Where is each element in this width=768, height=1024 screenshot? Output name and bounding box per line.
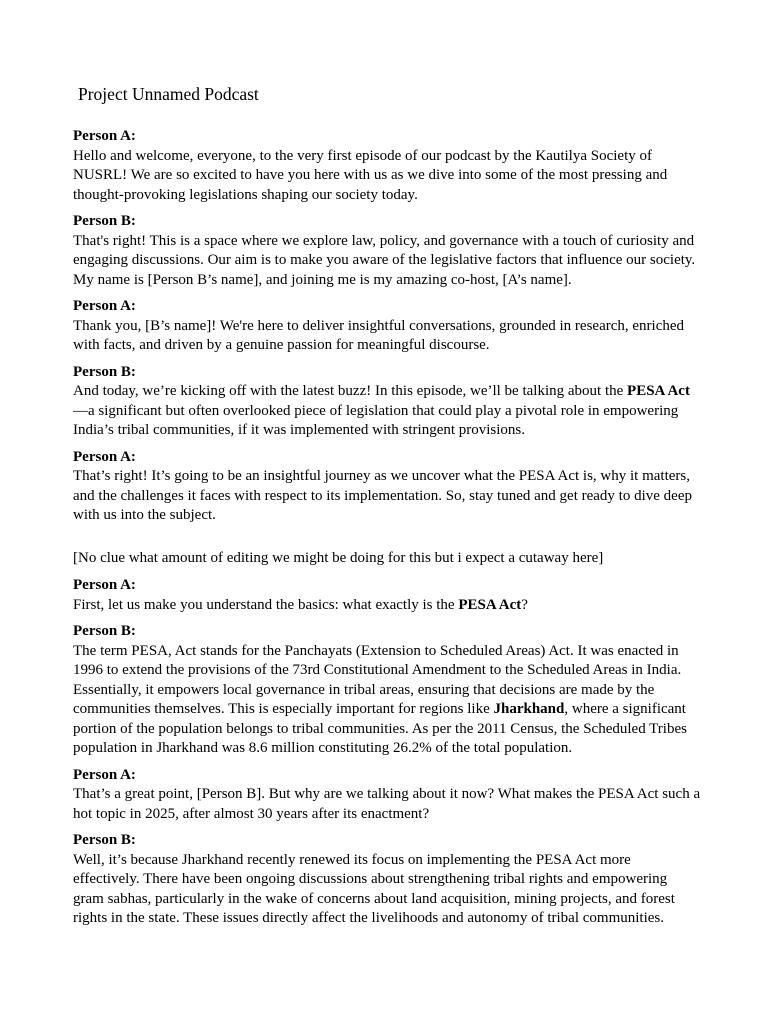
dialogue-segment: —a significant but often overlooked piece of legislation that could play a pivotal role in empowering India’s tribal communities, if it was implemented with stringent provisions. — [73, 402, 679, 438]
dialogue-block — [73, 831, 701, 929]
dialogue-text — [73, 232, 701, 291]
dialogue-segment: First, let us make you understand the basics: what exactly is the — [73, 596, 459, 613]
document-title: Project Unnamed Podcast — [78, 84, 259, 104]
emphasis-term: PESA Act — [627, 383, 690, 399]
speaker-label: Person B: — [73, 832, 136, 848]
dialogue-text — [73, 147, 701, 206]
dialogue-segment: , where a significant portion of the population belongs to tribal communities. As per the 2011 Census, the Scheduled Tribes population in Jharkhand was 8.6 million constituting 26.2% of the total population. — [73, 701, 687, 756]
dialogue-segment: Thank you, [B’s name]! We're here to deliver insightful conversations, grounded in research, enriched with facts, and driven by a genuine passion for meaningful discourse. — [73, 317, 685, 353]
transcript-body — [73, 127, 701, 936]
speaker-label: Person B: — [73, 213, 136, 229]
dialogue-segment: That's right! This is a space where we explore law, policy, and governance with a touch of curiosity and engaging discussions. Our aim is to make you aware of the legislative factors that influence our society. My name is [Person B’s name], and joining me is my amazing co-host, [A’s name]. — [73, 232, 696, 288]
speaker-label: Person A: — [73, 128, 136, 144]
dialogue-text — [73, 642, 701, 759]
dialogue-text — [73, 317, 701, 356]
speaker-label: Person A: — [73, 766, 136, 783]
dialogue-block — [73, 576, 701, 615]
emphasis-term: Jharkhand — [493, 701, 565, 717]
editor-note: [No clue what amount of editing we might be doing for this but i expect a cutaway here] — [73, 549, 604, 566]
speaker-label: Person A: — [73, 448, 136, 465]
dialogue-block — [73, 622, 701, 759]
speaker-label: Person B: — [73, 363, 136, 380]
dialogue-block — [73, 448, 701, 526]
emphasis-term: PESA Act — [458, 596, 522, 613]
dialogue-segment: And today, we’re kicking off with the latest buzz! In this episode, we’ll be talking about the — [73, 383, 628, 399]
dialogue-block — [73, 766, 701, 825]
dialogue-text — [73, 467, 701, 526]
dialogue-text — [73, 382, 701, 441]
speaker-label: Person B: — [73, 623, 136, 639]
dialogue-block — [73, 127, 701, 205]
speaker-label: Person A: — [73, 298, 136, 314]
dialogue-segment: Hello and welcome, everyone, to the very first episode of our podcast by the Kautilya Society of NUSRL! We are so excited to have you here with us as we dive into some of the most pressing and thought-provoking legislations shaping our society today. — [73, 147, 668, 203]
dialogue-text — [73, 851, 701, 929]
dialogue-segment: That’s a great point, [Person B]. But why are we talking about it now? What makes the PESA Act such a hot topic in 2025, after almost 30 years after its enactment? — [73, 786, 701, 822]
dialogue-block — [73, 363, 701, 441]
dialogue-block — [73, 212, 701, 290]
dialogue-segment: That’s right! It’s going to be an insightful journey as we uncover what the PESA Act is, why it matters, and the challenges it faces with respect to its implementation. So, stay tuned and get ready to dive deep with us into the subject. — [73, 468, 692, 523]
dialogue-text — [73, 785, 701, 824]
speaker-label: Person A: — [73, 577, 136, 593]
dialogue-text — [73, 596, 701, 616]
dialogue-segment: ? — [521, 596, 528, 613]
dialogue-block — [73, 297, 701, 356]
dialogue-segment: The term PESA, Act stands for the Panchayats (Extension to Scheduled Areas) Act. It was enacted in 1996 to extend the provisions of the 73rd Constitutional Amendment to the Scheduled Areas in India. Essentially, it empowers local governance in tribal areas, ensuring that decisions are made by the communities themselves. This is especially important for regions like — [73, 642, 682, 717]
dialogue-segment: Well, it’s because Jharkhand recently renewed its focus on implementing the PESA Act more effectively. There have been ongoing discussions about strengthening tribal rights and empowering gram sabhas, particularly in the wake of concerns about land acquisition, mining projects, and forest rights in the state. These issues directly affect the livelihoods and autonomy of tribal communities. — [73, 851, 675, 926]
